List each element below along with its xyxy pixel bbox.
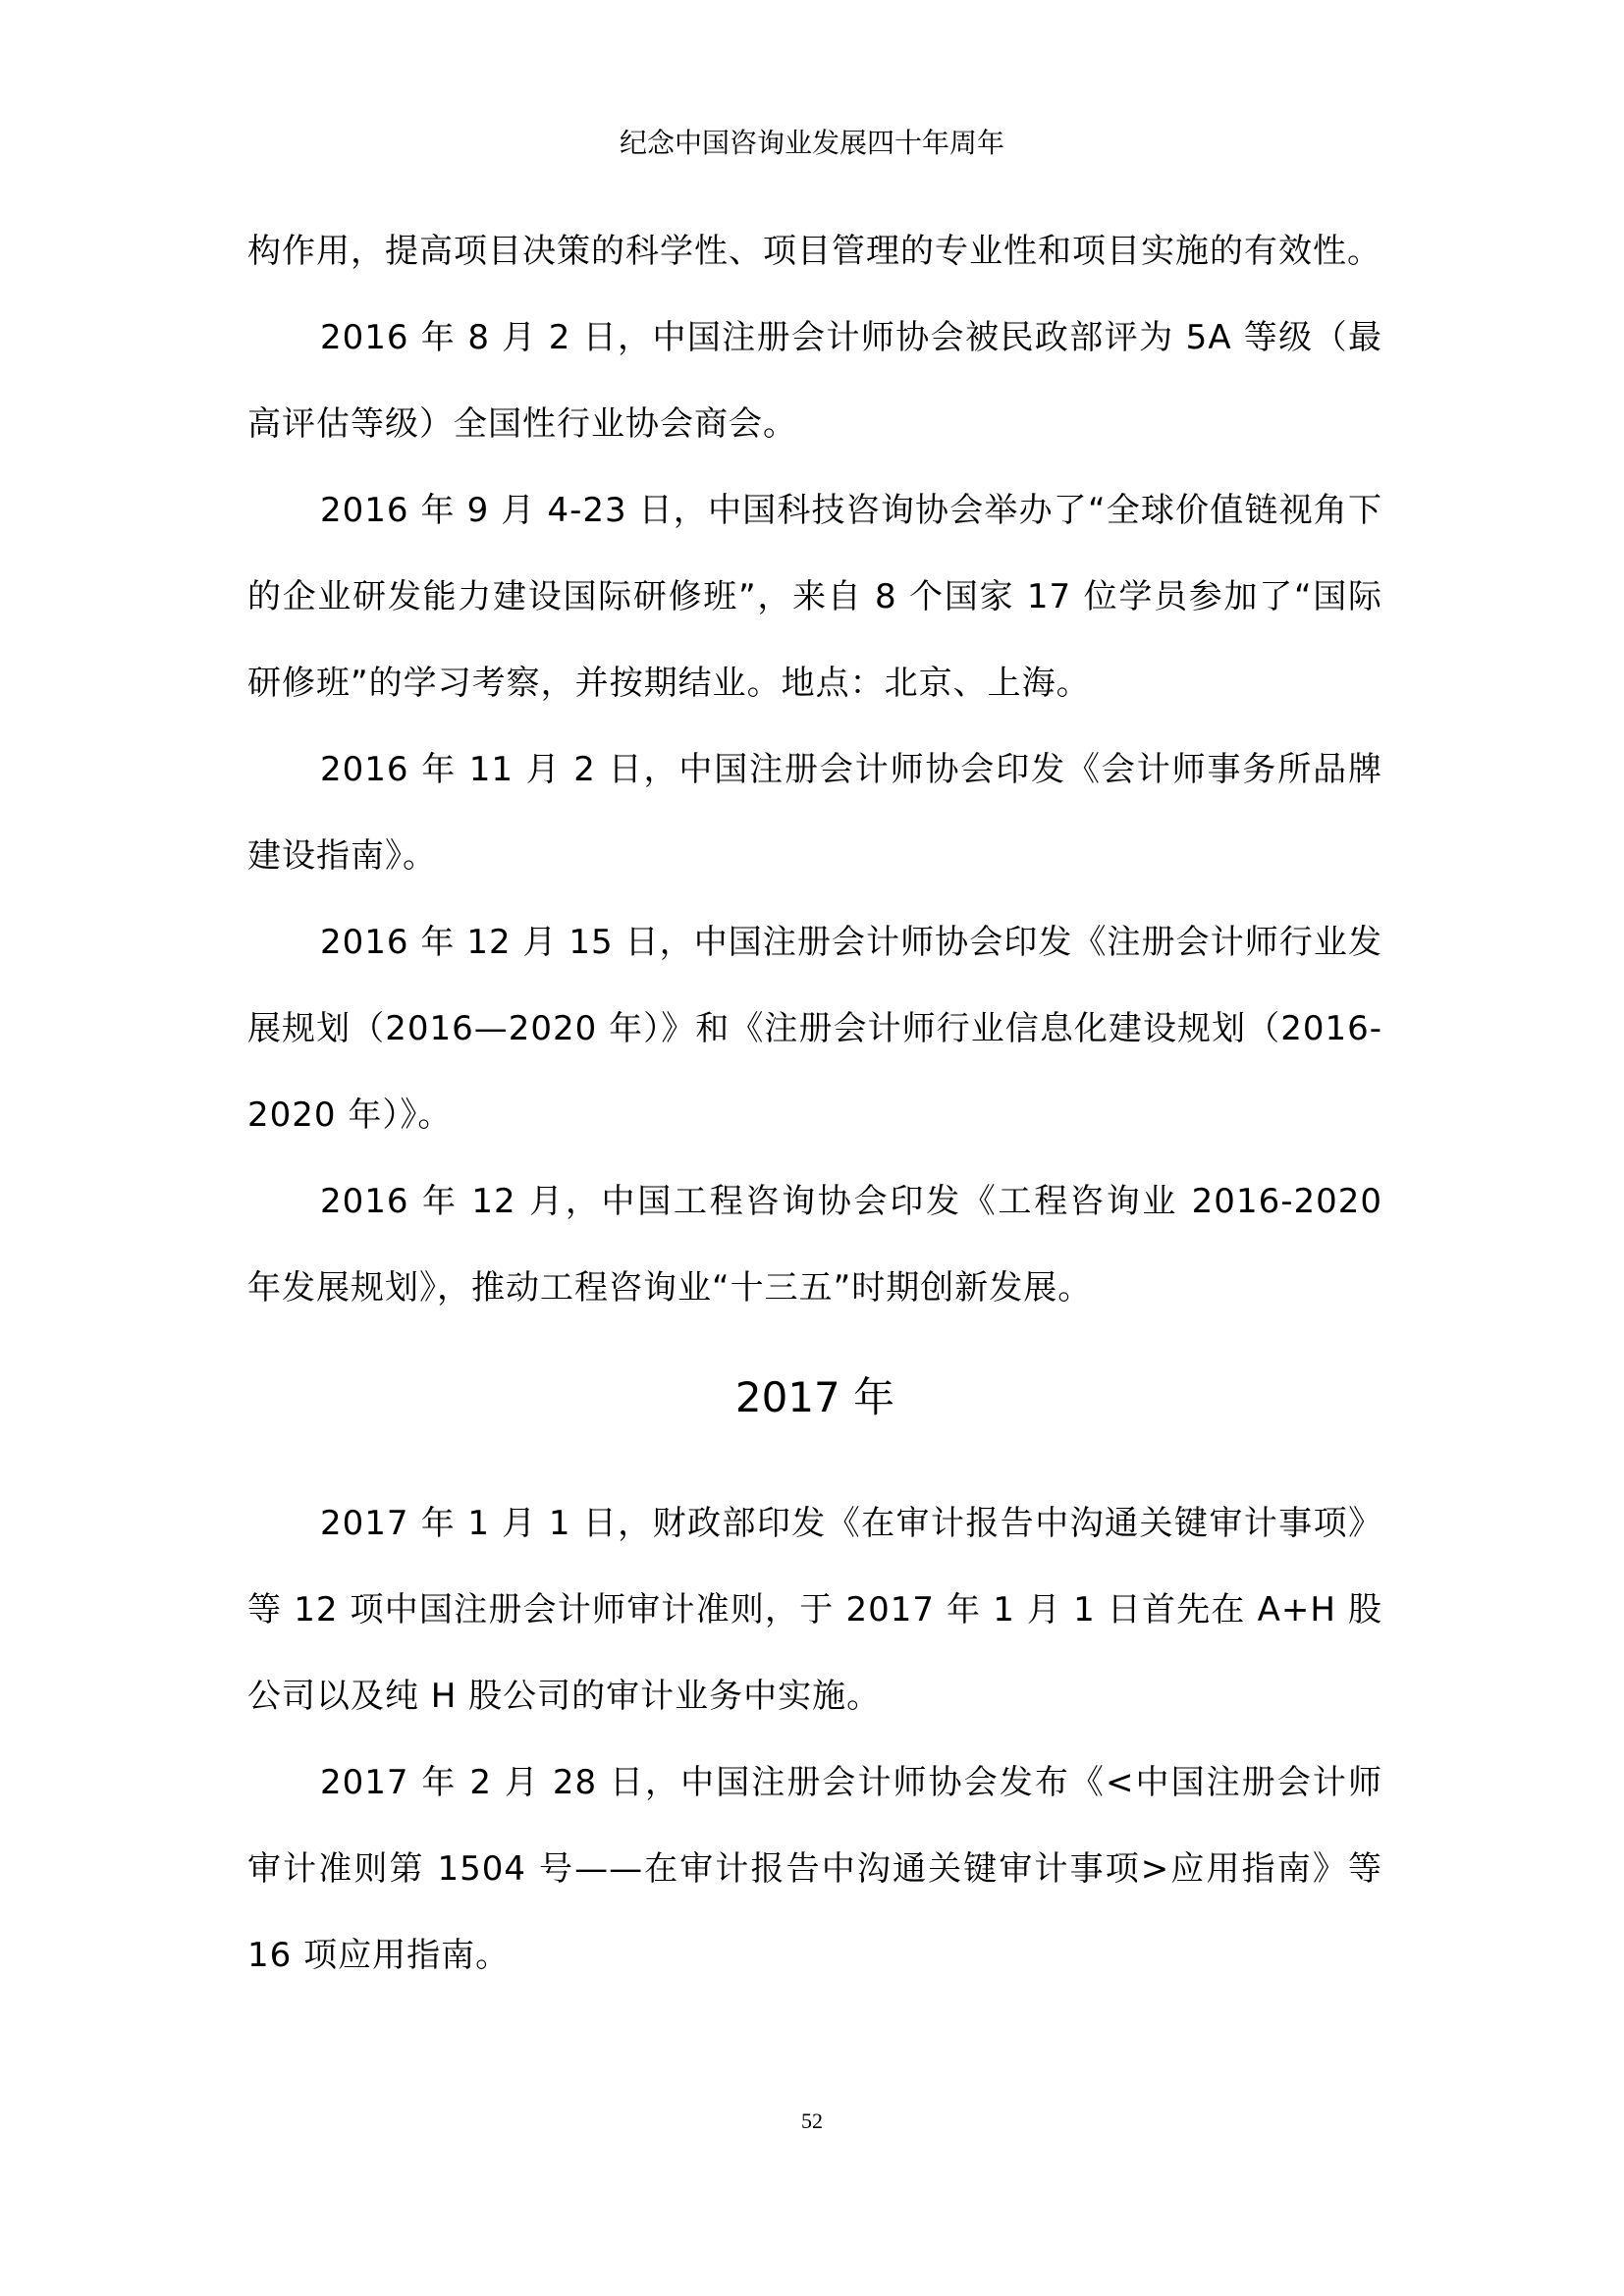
body-paragraph: 2017 年 1 月 1 日，财政部印发《在审计报告中沟通关键审计事项》等 12 项中国注册会计师审计准则，于 2017 年 1 月 1 日首先在 A+H 股公司以及纯 H 股公司的审计业务中实施。 — [247, 1504, 1382, 1716]
running-header: 纪念中国咨询业发展四十年周年 — [619, 127, 1004, 159]
body-paragraph: 2016 年 11 月 2 日，中国注册会计师协会印发《会计师事务所品牌建设指南》。 — [247, 750, 1382, 876]
section-year-heading: 2017 年 — [734, 1373, 895, 1421]
body-paragraph: 2016 年 9 月 4-23 日，中国科技咨询协会举办了“全球价值链视角下的企业研发能力建设国际研修班”，来自 8 个国家 17 位学员参加了“国际研修班”的学习考察，并按期结业。地点：北京、上海。 — [247, 491, 1382, 703]
page-body — [247, 208, 1382, 1999]
body-paragraph: 2016 年 12 月，中国工程咨询协会印发《工程咨询业 2016-2020 年发展规划》，推动工程咨询业“十三五”时期创新发展。 — [247, 1182, 1382, 1308]
body-paragraph: 2017 年 2 月 28 日，中国注册会计师协会发布《<中国注册会计师审计准则第 1504 号——在审计报告中沟通关键审计事项>应用指南》等 16 项应用指南。 — [247, 1763, 1382, 1975]
body-paragraph: 构作用，提高项目决策的科学性、项目管理的专业性和项目实施的有效性。 — [247, 232, 1381, 271]
page-number: 52 — [801, 2109, 823, 2133]
body-paragraph: 2016 年 8 月 2 日，中国注册会计师协会被民政部评为 5A 等级（最高评估等级）全国性行业协会商会。 — [247, 318, 1382, 444]
body-paragraph: 2016 年 12 月 15 日，中国注册会计师协会印发《注册会计师行业发展规划（2016—2020 年）》和《注册会计师行业信息化建设规划（2016-2020 年）》。 — [247, 923, 1382, 1135]
